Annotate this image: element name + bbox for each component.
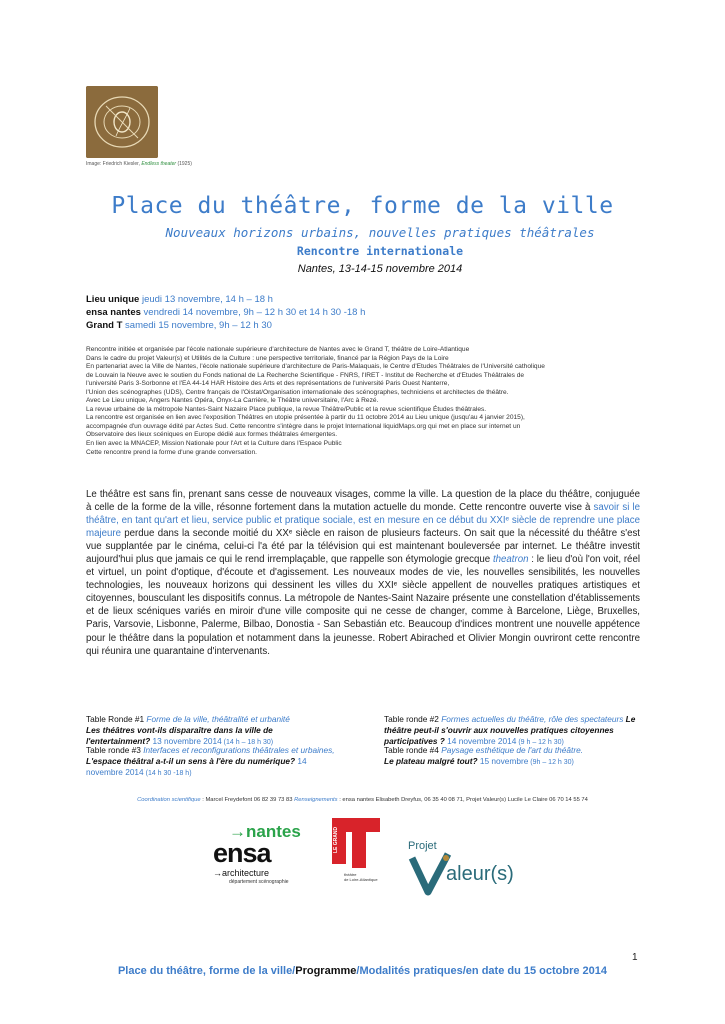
event-type: Rencontre internationale bbox=[296, 244, 464, 258]
endless-theater-image bbox=[86, 86, 158, 158]
coordination-line: Coordination scientifique : Marcel Freydefont 06 82 39 73 83 Renseignements : ensa nantes Elisabeth Dreyfus, 06 35 40 08 71, Projet Valeur(s) Lucile Le Claire 06 70 14 55 74 bbox=[137, 797, 588, 803]
highlight-theatron: theatron bbox=[492, 554, 529, 566]
round-table-3: Table ronde #3 Interfaces et reconfigurations théâtrales et urbaines, L'espace théâtral a-t-il un sens à l'ère du numérique? 14 novembre 2014 (14 h 30 -18 h) bbox=[86, 745, 335, 777]
highlight-question: savoir si le théâtre, en tant qu'art et lieu, service public et pratique sociale, est en mesure en ce début du XXIᵉ siècle de reprendre une place majeure bbox=[86, 502, 640, 540]
page-title: Place du théâtre, forme de la ville bbox=[111, 193, 614, 219]
round-table-4: Table ronde #4 Paysage esthétique de l'art du théâtre. Le plateau malgré tout? 15 novembre (9h – 12 h 30) bbox=[384, 745, 584, 766]
round-table-1: Table Ronde #1 Forme de la ville, théâtralité et urbanité Les théâtres vont-ils disparaître dans la ville de l'entertainment? 13 novembre 2014 (14 h – 18 h 30) bbox=[86, 714, 290, 746]
partners-line: En lien avec la MNACEP, Mission Nationale pour l'Art et la Culture dans l'Espace Public bbox=[86, 440, 342, 448]
round-table-2: Table ronde #2 Formes actuelles du théâtre, rôle des spectateurs Le théâtre peut-il s'ouvrir aux nouvelles pratiques citoyennes participatives ? 14 novembre 2014 (9 h – 12 h 30) bbox=[384, 714, 636, 746]
projet-valeurs-logo: Projet aleur(s) bbox=[408, 840, 518, 895]
endless-theater-drawing bbox=[86, 86, 158, 158]
page-subtitle: Nouveaux horizons urbains, nouvelles pratiques théâtrales bbox=[165, 225, 595, 240]
page-number: 1 bbox=[632, 952, 638, 963]
partners-line: Cette rencontre prend la forme d'une grande conversation. bbox=[86, 448, 257, 456]
schedule-line: ensa nantes vendredi 14 novembre, 9h – 12 h 30 et 14 h 30 -18 h bbox=[86, 307, 366, 318]
partners-line: En partenariat avec la Ville de Nantes, l'école nationale supérieure d'architecture de Paris-Malaquais, le Centre d'Etudes Théâtrales de l'Université catholique bbox=[86, 363, 545, 371]
partners-text bbox=[86, 346, 646, 457]
partners-line: La revue urbaine de la métropole Nantes-Saint Nazaire Place publique, la revue Théâtre/Public et la revue scientifique Études théâtrales. bbox=[86, 405, 487, 413]
le-grand-t-logo: LE GRAND théâtre de Loire-Atlantique bbox=[330, 818, 382, 898]
event-dates: Nantes, 13-14-15 novembre 2014 bbox=[297, 263, 463, 275]
partners-line: Rencontre initiée et organisée par l'école nationale supérieure d'architecture de Nantes avec le Grand T, théâtre de Loire-Atlantique bbox=[86, 346, 470, 353]
partners-line: l'Union des scénographes (UDS), Centre français de l'Oistat/Organisation internationale des scénographes, techniciens et architectes de théâtre. bbox=[86, 388, 509, 396]
main-paragraph: Le théâtre est sans fin, prenant sans cesse de nouveaux visages, comme la ville. La question de la place du théâtre, conjuguée à celle de la forme de la ville, résonne fortement dans la mutation actuelle du monde. Cette rencontre ouverte vise à savoir si le théâtre, en tant qu'art et lieu, service public et pratique sociale, est en mesure en ce début du XXIᵉ siècle de reprendre une place majeure perdue dans la seconde moitié du XXᵉ siècle en raison de plusieurs facteurs. On sait que la nécessité du théâtre s'est vue supplantée par le cinéma, celui-ci l'a été par la télévision qui est maintenant bouleversée par internet. Le théâtre investit aujourd'hui plus que jamais ce qui le rend irremplaçable, que rappelle son étymologie grecque theatron : le lieu d'où l'on voit, réel et virtuel, un point d'optique, d'écoute et d'agissement. Les nouveaux modes de vie, les nouvelles sensibilités, les nouvelles technologies, les nouveaux horizons qui dessinent les villes du XXIᵉ siècle appellent de nouvelles pratiques artistiques et citoyennes, bousculant les dispositifs connus. La métropole de Nantes-Saint Nazaire présente une constellation d'établissements et de lieux scéniques variés en miroir d'une ville composite qui ne cesse de changer, comme à Barcelone, Liège, Bruxelles, Paris, Varsovie, Lisbonne, Palerme, Bilbao, Donostia - San Sebastián etc. Beaucoup d'indices montrent une nouvelle appétence pour le théâtre dans la population et notamment dans la jeunesse. Robert Abirached et Olivier Mongin ouvriront cette rencontre qui réunira une quarantaine d'intervenants. bbox=[86, 489, 640, 657]
schedule-line: Grand T samedi 15 novembre, 9h – 12 h 30 bbox=[86, 320, 272, 331]
partners-line: l'université Paris 3-Sorbonne et l'EA 44-14 HAR Histoire des Arts et des représentations de l'université Paris Ouest Nanterre, bbox=[86, 380, 450, 388]
partners-line: Avec Le Lieu unique, Angers Nantes Opéra, Onyx-La Carrière, le Théâtre universitaire, l'Arc à Rezé. bbox=[86, 397, 379, 405]
footer-title: Place du théâtre, forme de la ville/Programme/Modalités pratiques/en date du 15 octobre 2014 bbox=[117, 965, 608, 977]
partners-line: Dans le cadre du projet Valeur(s) et Utilités de la Culture : une perspective territoriale, financé par la Région Pays de la Loire bbox=[86, 354, 449, 362]
ensa-nantes-logo: →nantes ensa →architecture département scénographie bbox=[213, 822, 301, 885]
partners-line: La rencontre est organisée en lien avec l'exposition Théâtres en utopie présentée à partir du 11 octobre 2014 au Lieu unique (jusqu'au 4 janvier 2015), bbox=[86, 414, 525, 422]
partners-line: Observatoire des lieux scéniques en Europe dédié aux formes théâtrales émergentes. bbox=[86, 431, 338, 439]
partners-line: de Louvain la Neuve avec le soutien du Fonds national de La Recherche Scientifique - FNRS, l'IRET - Institut de Recherche et d'Etudes Théâtrales de bbox=[86, 371, 525, 379]
schedule-line: Lieu unique jeudi 13 novembre, 14 h – 18 h bbox=[86, 294, 273, 305]
image-caption: Image: Friedrich Kiesler, Endless theater (1925) bbox=[86, 161, 192, 167]
partners-line: accompagnée d'un ouvrage édité par Actes Sud. Cette rencontre s'intègre dans le projet International liquidMaps.org qui met en place sur internet un bbox=[86, 422, 521, 430]
